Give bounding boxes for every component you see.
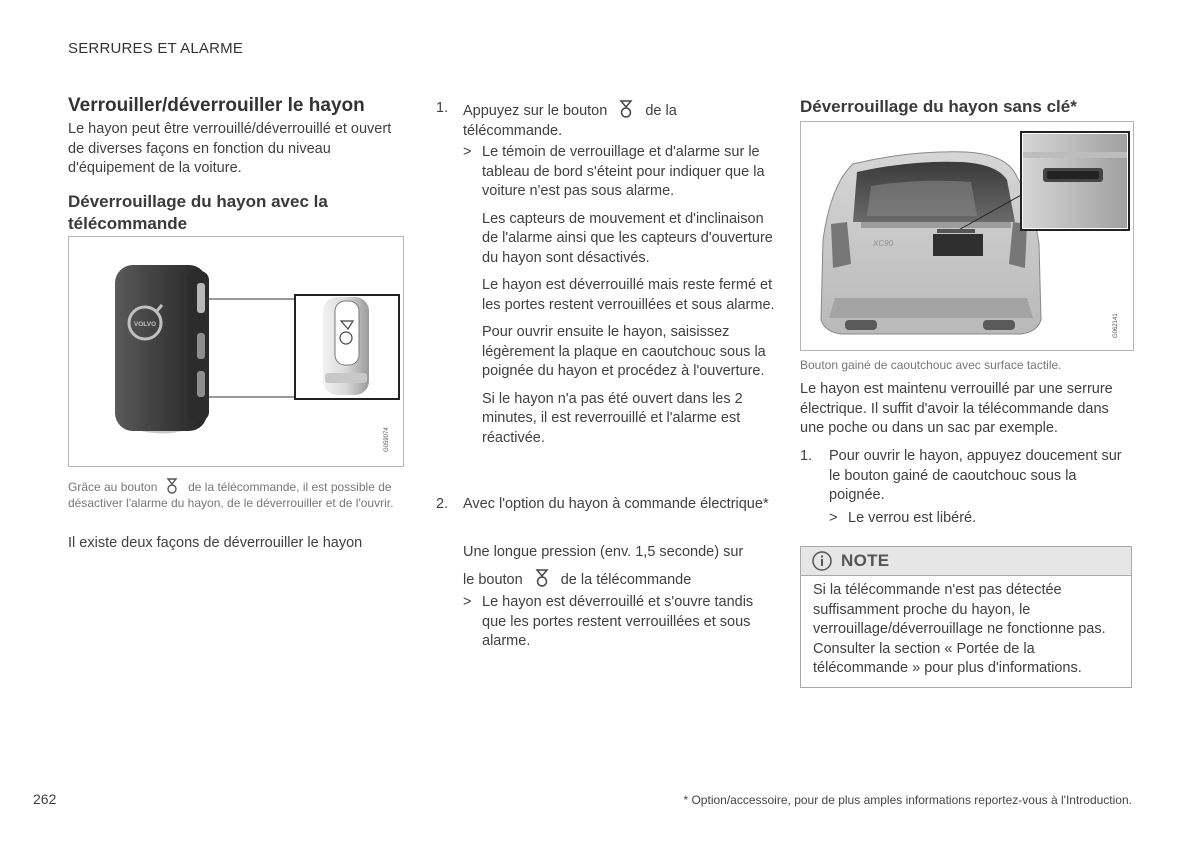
key-brand-label: VOLVO	[133, 321, 157, 328]
paragraph-unlocked: Le hayon est déverrouillé mais reste fermé et les portes restent verrouillées et sous alarme.	[482, 277, 775, 313]
figure-caption-remote: Grâce au bouton de la télécommande, il est possible de désactiver l'alarme du hayon, de le déverrouiller et de l'ouvrir.	[68, 477, 403, 511]
info-icon	[811, 550, 833, 572]
long-press-text: Une longue pression (env. 1,5 seconde) sur	[463, 544, 744, 560]
running-header: SERRURES ET ALARME	[68, 40, 244, 57]
figure-tailgate	[800, 121, 1134, 351]
tailgate-icon	[527, 568, 557, 588]
step-2: 2. Avec l'option du hayon à commande électrique*	[436, 496, 769, 512]
remote-key-illustration	[69, 237, 403, 466]
figure-code: G062141	[1113, 313, 1119, 338]
figure-caption-keyless: Bouton gainé de caoutchouc avec surface tactile.	[800, 358, 1062, 372]
result-1: > Le témoin de verrouillage et d'alarme sur le tableau de bord s'éteint pour indiquer que la voiture n'est pas sous alarme.	[463, 144, 765, 199]
keyless-result-1: > Le verrou est libéré.	[829, 510, 977, 526]
section-title: Verrouiller/déverrouiller le hayon	[68, 95, 365, 116]
intro-paragraph: Le hayon peut être verrouillé/déverrouillé et ouvert de diverses façons en fonction du niveau d'équipement de la voiture.	[68, 121, 392, 176]
figure-remote-key	[68, 236, 404, 467]
step-2-details	[463, 543, 775, 652]
subsection-title-remote: Déverrouillage du hayon avec la télécommande	[68, 192, 328, 233]
tailgate-icon	[161, 477, 185, 495]
step-1-details	[463, 143, 775, 448]
figure-code: G059074	[384, 427, 390, 452]
paragraph-relock: Si le hayon n'a pas été ouvert dans les 2 minutes, il est reverrouillé et l'alarme est réactivée.	[482, 390, 743, 446]
subsection-title-keyless: Déverrouillage du hayon sans clé*	[800, 97, 1077, 116]
paragraph-open: Pour ouvrir ensuite le hayon, saisissez légèrement la plaque en caoutchouc sous la poignée du hayon et procédez à l'ouverture.	[482, 324, 766, 379]
keyless-step-1: 1. Pour ouvrir le hayon, appuyez doucement sur le bouton gainé de caoutchouc sous la poignée.	[800, 448, 1122, 503]
note-title: NOTE	[841, 551, 890, 570]
car-badge: XC90	[873, 239, 894, 248]
long-press-button-line: le bouton de la télécommande	[463, 568, 775, 591]
tailgate-icon	[611, 99, 641, 119]
note-body: Si la télécommande n'est pas détectée suffisamment proche du hayon, le verrouillage/déverrouillage ne fonctionne pas. Consulter la section « Portée de la télécommande » pour plus d'informations.	[813, 582, 1106, 676]
paragraph-sensors: Les capteurs de mouvement et d'inclinaison de l'alarme ainsi que les capteurs d'ouverture du hayon sont désactivés.	[482, 210, 773, 266]
result-2: > Le hayon est déverrouillé et s'ouvre tandis que les portes restent verrouillées et sous alarme.	[463, 594, 754, 649]
car-rear-illustration	[801, 122, 1133, 350]
body-text-keyless: Le hayon est maintenu verrouillé par une serrure électrique. Il suffit d'avoir la télécommande dans une poche ou dans un sac par exemple.	[800, 381, 1113, 436]
footnote: * Option/accessoire, pour de plus amples informations reportez-vous à l'Introduction.	[683, 793, 1132, 807]
page-number: 262	[33, 791, 57, 807]
body-text-two-ways: Il existe deux façons de déverrouiller le hayon	[68, 535, 363, 551]
note-box	[800, 546, 1132, 688]
step-1: 1. Appuyez sur le bouton de la télécommande.	[436, 100, 677, 139]
note-header	[801, 547, 1131, 576]
